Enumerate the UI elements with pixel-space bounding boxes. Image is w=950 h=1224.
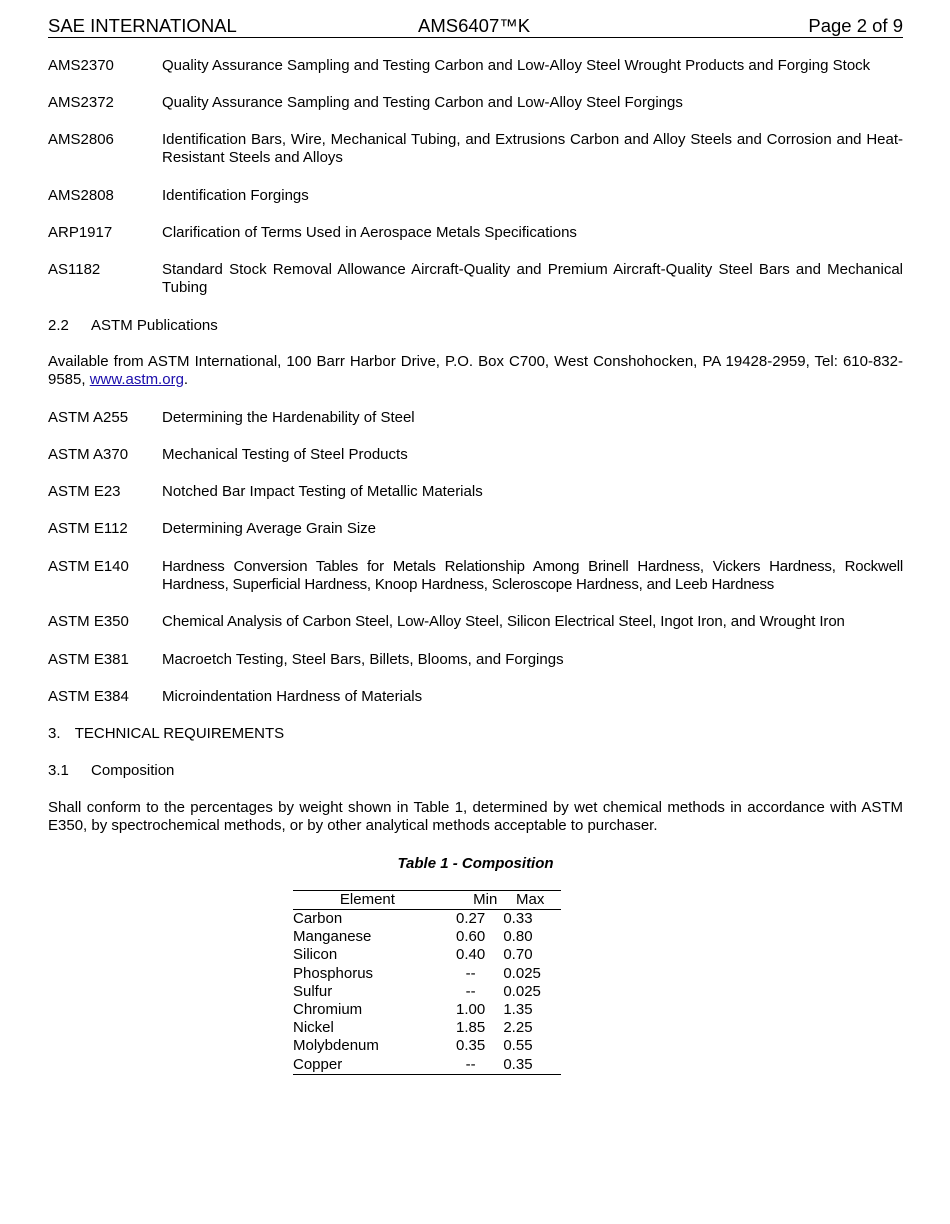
reference-title: Determining the Hardenability of Steel — [162, 409, 415, 426]
max-cell: 1.35 — [503, 1001, 533, 1019]
header-organization: SAE INTERNATIONAL — [48, 15, 237, 36]
reference-entry — [48, 94, 903, 112]
max-cell: 0.35 — [499, 1056, 561, 1075]
reference-title: Standard Stock Removal Allowance Aircraft-Quality and Premium Aircraft-Quality Steel Bars and Mechanical Tubing — [162, 261, 903, 296]
reference-code: AS1182 — [48, 261, 101, 278]
element-cell: Copper — [293, 1056, 442, 1075]
element-cell: Manganese — [293, 928, 372, 946]
table-row — [293, 1037, 561, 1055]
astm-intro-end: . — [183, 371, 189, 388]
max-cell: 0.55 — [503, 1037, 533, 1055]
element-cell: Carbon — [293, 910, 343, 928]
min-cell: -- — [465, 982, 476, 1000]
min-cell: 1.85 — [456, 1019, 486, 1037]
astm-website-link[interactable]: www.astm.org — [89, 371, 184, 388]
section-number: 3. — [48, 725, 61, 742]
column-header-max: Max — [499, 891, 561, 910]
reference-title: Identification Forgings — [162, 187, 309, 204]
reference-code: ASTM A255 — [48, 409, 129, 426]
min-cell: 0.40 — [456, 946, 486, 964]
reference-title: Identification Bars, Wire, Mechanical Tubing, and Extrusions Carbon and Alloy Steels and Corrosion and Heat-Resistant Steels and Alloys — [162, 131, 903, 166]
section-heading-2-2 — [48, 317, 218, 335]
reference-entry — [48, 651, 903, 669]
reference-code: AMS2806 — [48, 131, 114, 148]
astm-intro-text: Available from ASTM International, 100 Barr Harbor Drive, P.O. Box C700, West Conshohocken, PA 19428-2959, Tel: 610-832-9585, — [48, 353, 903, 388]
section-title: ASTM Publications — [91, 317, 218, 334]
reference-entry — [48, 558, 903, 594]
reference-entry — [48, 187, 903, 205]
reference-title: Clarification of Terms Used in Aerospace Metals Specifications — [162, 224, 577, 241]
element-cell: Molybdenum — [293, 1037, 379, 1055]
section-title: TECHNICAL REQUIREMENTS — [74, 725, 285, 742]
reference-title: Hardness Conversion Tables for Metals Relationship Among Brinell Hardness, Vickers Hardness, Rockwell Hardness, Superficial Hardness, Knoop Hardness, Scleroscope Hardness, and Leeb Hardness — [162, 558, 903, 593]
header-page-number: Page 2 of 9 — [808, 15, 903, 36]
reference-entry — [48, 409, 903, 427]
section-heading-3-1 — [48, 762, 174, 780]
header-document-id: AMS6407™K — [418, 15, 531, 36]
astm-availability-paragraph — [48, 353, 903, 389]
reference-code: ASTM E140 — [48, 558, 129, 575]
reference-code: AMS2372 — [48, 94, 114, 111]
reference-entry — [48, 520, 903, 538]
max-cell: 0.80 — [503, 928, 533, 946]
page-header — [48, 0, 903, 38]
min-cell: 0.60 — [456, 928, 486, 946]
table-row — [293, 983, 561, 1001]
table-row — [293, 1019, 561, 1037]
reference-code: AMS2370 — [48, 57, 114, 74]
section-number: 2.2 — [48, 317, 69, 334]
reference-entry — [48, 613, 903, 631]
min-cell: -- — [465, 964, 476, 982]
min-cell: -- — [442, 1056, 499, 1075]
reference-code: ASTM E112 — [48, 520, 128, 537]
min-cell: 0.27 — [456, 910, 486, 928]
reference-entry — [48, 57, 903, 75]
reference-entry — [48, 446, 903, 464]
element-cell: Silicon — [293, 946, 338, 964]
table-row — [293, 1001, 561, 1019]
reference-title: Microindentation Hardness of Materials — [162, 688, 423, 705]
column-header-min: Min — [442, 891, 499, 910]
reference-title: Macroetch Testing, Steel Bars, Billets, Blooms, and Forgings — [162, 651, 564, 668]
composition-table — [293, 890, 561, 1075]
reference-entry — [48, 688, 903, 706]
table-caption: Table 1 - Composition — [397, 855, 554, 872]
section-heading-3 — [48, 725, 284, 743]
reference-title: Notched Bar Impact Testing of Metallic Materials — [162, 483, 483, 500]
table-row — [293, 1056, 561, 1075]
table-row — [293, 946, 561, 964]
column-header-element: Element — [293, 891, 442, 910]
reference-entry — [48, 483, 903, 501]
element-cell: Sulfur — [293, 982, 333, 1000]
element-cell: Nickel — [293, 1019, 334, 1037]
reference-code: ARP1917 — [48, 224, 113, 241]
reference-code: ASTM E384 — [48, 688, 129, 705]
reference-code: ASTM E350 — [48, 613, 129, 630]
composition-paragraph: Shall conform to the percentages by weight shown in Table 1, determined by wet chemical methods in accordance with ASTM E350, by spectrochemical methods, or by other analytical methods acceptable to purchaser. — [48, 799, 903, 834]
reference-title: Quality Assurance Sampling and Testing Carbon and Low-Alloy Steel Wrought Products and Forging Stock — [162, 57, 871, 74]
reference-title: Mechanical Testing of Steel Products — [162, 446, 408, 463]
reference-entry — [48, 261, 903, 297]
element-cell: Chromium — [293, 1001, 363, 1019]
reference-code: ASTM E23 — [48, 483, 121, 500]
min-cell: 0.35 — [456, 1037, 486, 1055]
table-header-row — [293, 891, 561, 910]
reference-code: ASTM E381 — [48, 651, 129, 668]
reference-entry — [48, 224, 903, 242]
reference-title: Quality Assurance Sampling and Testing Carbon and Low-Alloy Steel Forgings — [162, 94, 683, 111]
table-row — [293, 910, 561, 929]
reference-title: Determining Average Grain Size — [162, 520, 376, 537]
reference-title: Chemical Analysis of Carbon Steel, Low-Alloy Steel, Silicon Electrical Steel, Ingot Iron, and Wrought Iron — [162, 613, 845, 630]
max-cell: 2.25 — [503, 1019, 533, 1037]
reference-code: AMS2808 — [48, 187, 114, 204]
table-row — [293, 928, 561, 946]
table-row — [293, 965, 561, 983]
max-cell: 0.70 — [503, 946, 533, 964]
max-cell: 0.025 — [503, 982, 541, 1000]
reference-entry — [48, 131, 903, 167]
reference-code: ASTM A370 — [48, 446, 129, 463]
section-title: Composition — [91, 762, 175, 779]
section-number: 3.1 — [48, 762, 69, 779]
min-cell: 1.00 — [456, 1001, 486, 1019]
element-cell: Phosphorus — [293, 964, 374, 982]
max-cell: 0.33 — [503, 910, 533, 928]
max-cell: 0.025 — [503, 964, 541, 982]
